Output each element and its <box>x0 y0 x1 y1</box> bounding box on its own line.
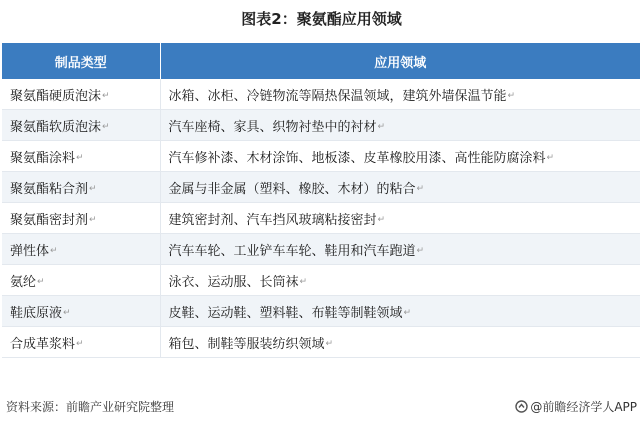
table-row <box>2 79 640 110</box>
product-type-text: 聚氨酯硬质泡沫 <box>10 88 102 104</box>
product-type-cell <box>2 327 160 358</box>
paragraph-mark: ↵ <box>102 91 110 101</box>
table-row <box>2 110 640 141</box>
application-table <box>2 43 640 358</box>
application-cell <box>160 141 640 172</box>
paragraph-mark: ↵ <box>89 184 97 194</box>
product-type-cell <box>2 234 160 265</box>
application-text: 建筑密封剂、汽车挡风玻璃粘接密封 <box>168 212 377 228</box>
table-title: 图表2：聚氨酯应用领域 <box>241 10 402 28</box>
brand-logo-icon <box>515 400 528 413</box>
product-type-cell <box>2 296 160 327</box>
product-type-text: 聚氨酯密封剂 <box>10 212 89 228</box>
product-type-cell <box>2 79 160 110</box>
paragraph-mark: ↵ <box>416 246 425 256</box>
product-type-cell <box>2 141 160 172</box>
application-cell <box>160 296 640 327</box>
paragraph-mark: ↵ <box>76 339 84 349</box>
product-type-text: 聚氨酯粘合剂 <box>10 181 89 197</box>
product-type-text: 聚氨酯软质泡沫 <box>10 119 102 135</box>
paragraph-mark: ↵ <box>89 215 97 225</box>
product-type-cell <box>2 265 160 296</box>
product-type-text: 弹性体 <box>10 243 50 259</box>
product-type-cell <box>2 110 160 141</box>
application-cell <box>160 327 640 358</box>
table-row <box>2 172 640 203</box>
paragraph-mark: ↵ <box>416 184 425 194</box>
paragraph-mark: ↵ <box>507 91 516 101</box>
application-text: 皮鞋、运动鞋、塑料鞋、布鞋等制鞋领域 <box>168 305 403 321</box>
product-type-text: 鞋底原液 <box>10 305 63 321</box>
paragraph-mark: ↵ <box>299 277 308 287</box>
table-row <box>2 296 640 327</box>
header-application-field: 应用领域 <box>160 43 640 79</box>
paragraph-mark: ↵ <box>50 246 58 256</box>
brand-credit <box>515 398 637 415</box>
product-type-text: 合成革浆料 <box>10 336 76 352</box>
paragraph-mark: ↵ <box>403 308 412 318</box>
application-text: 汽车座椅、家具、织物衬垫中的衬材 <box>168 119 377 135</box>
application-text: 汽车车轮、工业铲车车轮、鞋用和汽车跑道 <box>168 243 416 259</box>
application-text: 冰箱、冰柜、冷链物流等隔热保温领域，建筑外墙保温节能 <box>168 88 507 104</box>
application-text: 箱包、制鞋等服装纺织领域 <box>168 336 325 352</box>
table-row <box>2 327 640 358</box>
header-product-type: 制品类型 <box>2 43 160 79</box>
application-cell <box>160 172 640 203</box>
paragraph-mark: ↵ <box>546 153 555 163</box>
table-row <box>2 234 640 265</box>
product-type-cell <box>2 172 160 203</box>
application-cell <box>160 203 640 234</box>
application-cell <box>160 79 640 110</box>
application-text: 金属与非金属（塑料、橡胶、木材）的粘合 <box>168 181 416 197</box>
brand-text: @前瞻经济学人APP <box>530 400 637 414</box>
paragraph-mark: ↵ <box>76 153 84 163</box>
source-note: 资料来源：前瞻产业研究院整理 <box>6 400 175 414</box>
table-row <box>2 203 640 234</box>
application-text: 汽车修补漆、木材涂饰、地板漆、皮革橡胶用漆、高性能防腐涂料 <box>168 150 546 166</box>
paragraph-mark: ↵ <box>37 277 45 287</box>
table-row <box>2 265 640 296</box>
application-cell <box>160 110 640 141</box>
application-cell <box>160 234 640 265</box>
application-cell <box>160 265 640 296</box>
paragraph-mark: ↵ <box>377 215 386 225</box>
paragraph-mark: ↵ <box>63 308 71 318</box>
paragraph-mark: ↵ <box>325 339 334 349</box>
product-type-text: 氨纶 <box>10 274 37 290</box>
application-text: 泳衣、运动服、长筒袜 <box>168 274 299 290</box>
product-type-text: 聚氨酯涂料 <box>10 150 76 166</box>
product-type-cell <box>2 203 160 234</box>
paragraph-mark: ↵ <box>377 122 386 132</box>
paragraph-mark: ↵ <box>102 122 110 132</box>
table-row <box>2 141 640 172</box>
table-header-row <box>2 43 640 79</box>
